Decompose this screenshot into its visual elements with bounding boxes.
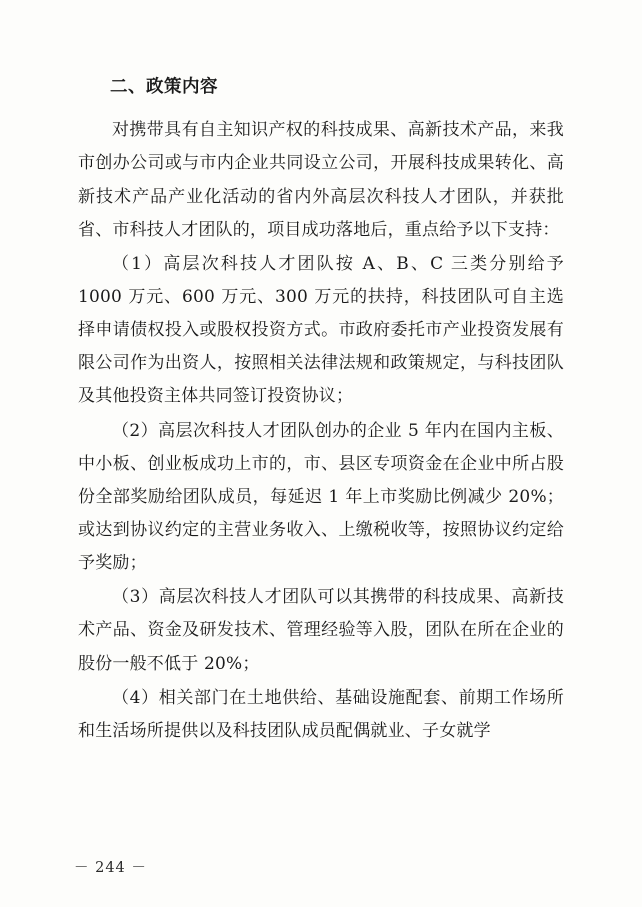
body-paragraph-5: （4）相关部门在土地供给、基础设施配套、前期工作场所和生活场所提供以及科技团队成员配偶就业、子女就学 — [78, 687, 564, 741]
body-paragraph-2: （1）高层次科技人才团队按 A、B、C 三类分别给予 1000 万元、600 万元、300 万元的扶持，科技团队可自主选择申请债权投入或股权投资方式。市政府委托市产业投资发展有限公司作为出资人，按照相关法律法规和政策规定，与科技团队及其他投资主体共同签订投资协议； — [78, 253, 564, 407]
page-content — [78, 74, 564, 749]
section-heading: 二、政策内容 — [110, 77, 218, 97]
body-paragraph-1: 对携带具有自主知识产权的科技成果、高新技术产品，来我市创办公司或与市内企业共同设立公司，开展科技成果转化、高新技术产品产业化活动的省内外高层次科技人才团队，并获批省、市科技人才团队的，项目成功落地后，重点给予以下支持： — [78, 120, 564, 240]
body-paragraph-4: （3）高层次科技人才团队可以其携带的科技成果、高新技术产品、资金及研发技术、管理经验等入股，团队在所在企业的股份一般不低于 20%； — [78, 587, 564, 674]
page-number: － 244 － — [74, 860, 147, 876]
body-paragraph-3: （2）高层次科技人才团队创办的企业 5 年内在国内主板、中小板、创业板成功上市的，市、县区专项资金在企业中所占股份全部奖励给团队成员，每延迟 1 年上市奖励比例减少 20%；或达到协议约定的主营业务收入、上缴税收等，按照协议约定给予奖励； — [78, 420, 564, 574]
